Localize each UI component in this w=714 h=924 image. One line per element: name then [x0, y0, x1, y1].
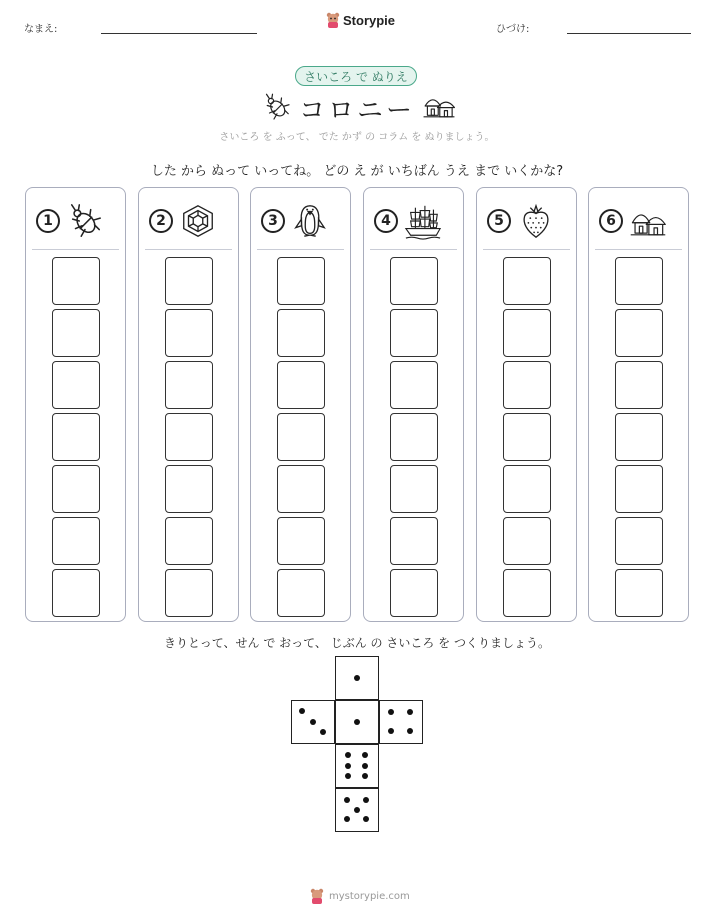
- die-pip: [344, 816, 350, 822]
- coloring-box[interactable]: [503, 309, 551, 357]
- coloring-box[interactable]: [52, 517, 100, 565]
- die-pip: [362, 752, 368, 758]
- penguin-icon: [291, 202, 329, 240]
- bear-icon: [309, 888, 325, 904]
- die-pip: [354, 719, 360, 725]
- die-face-6: [335, 744, 379, 788]
- coloring-box[interactable]: [277, 257, 325, 305]
- coloring-box[interactable]: [503, 413, 551, 461]
- die-pip: [320, 729, 326, 735]
- coloring-box[interactable]: [165, 257, 213, 305]
- coloring-box[interactable]: [503, 517, 551, 565]
- column-number: 3: [261, 209, 285, 233]
- footer-url: mystorypie.com: [329, 890, 410, 902]
- coloring-box[interactable]: [165, 465, 213, 513]
- date-line[interactable]: [567, 33, 691, 34]
- column-number: 5: [487, 209, 511, 233]
- huts-icon: [422, 92, 456, 120]
- coloring-box[interactable]: [615, 361, 663, 409]
- die-pip: [299, 708, 305, 714]
- brand-logo: [326, 12, 395, 28]
- coloring-box[interactable]: [277, 413, 325, 461]
- coloring-box[interactable]: [615, 309, 663, 357]
- coloring-box[interactable]: [503, 465, 551, 513]
- coloring-box[interactable]: [165, 413, 213, 461]
- coloring-box[interactable]: [52, 465, 100, 513]
- column-divider: [145, 249, 232, 250]
- coloring-box[interactable]: [615, 465, 663, 513]
- column-number: 1: [36, 209, 60, 233]
- coloring-box[interactable]: [52, 361, 100, 409]
- date-label: ひづけ:: [496, 24, 530, 35]
- die-pip: [344, 797, 350, 803]
- huts-icon: [629, 202, 667, 240]
- die-pip: [345, 752, 351, 758]
- coloring-box[interactable]: [165, 569, 213, 617]
- name-line[interactable]: [101, 33, 257, 34]
- coloring-box[interactable]: [277, 465, 325, 513]
- subtitle: さいころ を ふって、 でた かず の コラム を ぬりましょう。: [219, 132, 495, 143]
- coloring-box[interactable]: [615, 569, 663, 617]
- die-pip: [345, 763, 351, 769]
- coloring-box[interactable]: [52, 309, 100, 357]
- die-pip: [363, 816, 369, 822]
- coloring-box[interactable]: [390, 517, 438, 565]
- coloring-box[interactable]: [277, 361, 325, 409]
- coloring-box[interactable]: [615, 413, 663, 461]
- coloring-box[interactable]: [503, 257, 551, 305]
- coloring-box[interactable]: [390, 309, 438, 357]
- column-3: [250, 187, 351, 622]
- coloring-box[interactable]: [503, 361, 551, 409]
- column-number: 2: [149, 209, 173, 233]
- coloring-box[interactable]: [165, 517, 213, 565]
- die-pip: [363, 797, 369, 803]
- die-face-3: [291, 700, 335, 744]
- die-face-1: [335, 656, 379, 700]
- die-pip: [362, 773, 368, 779]
- bear-icon: [326, 12, 340, 28]
- coloring-box[interactable]: [52, 569, 100, 617]
- column-divider: [595, 249, 682, 250]
- coloring-box[interactable]: [390, 465, 438, 513]
- die-pip: [407, 709, 413, 715]
- die-pip: [388, 709, 394, 715]
- column-1: [25, 187, 126, 622]
- strawberry-icon: [517, 202, 555, 240]
- page-title: コロニー: [298, 96, 415, 126]
- column-2: [138, 187, 239, 622]
- die-pip: [354, 675, 360, 681]
- beetle-icon: [66, 202, 104, 240]
- die-face-4: [379, 700, 423, 744]
- instruction: した から ぬって いってね。 どの え が いちばん うえ まで いくかな?: [150, 164, 564, 179]
- coloring-box[interactable]: [390, 413, 438, 461]
- cut-instruction: きりとって、せん で おって、 じぶん の さいころ を つくりましょう。: [164, 636, 550, 650]
- column-divider: [370, 249, 457, 250]
- honeycomb-icon: [179, 202, 217, 240]
- coloring-box[interactable]: [390, 361, 438, 409]
- column-divider: [257, 249, 344, 250]
- die-face-1: [335, 700, 379, 744]
- coloring-box[interactable]: [165, 309, 213, 357]
- column-4: [363, 187, 464, 622]
- die-pip: [310, 719, 316, 725]
- footer: [309, 888, 410, 904]
- coloring-box[interactable]: [615, 257, 663, 305]
- column-number: 4: [374, 209, 398, 233]
- name-label: なまえ:: [24, 24, 58, 35]
- coloring-box[interactable]: [277, 517, 325, 565]
- die-pip: [345, 773, 351, 779]
- column-5: [476, 187, 577, 622]
- column-number: 6: [599, 209, 623, 233]
- coloring-box[interactable]: [390, 569, 438, 617]
- coloring-box[interactable]: [615, 517, 663, 565]
- die-pip: [362, 763, 368, 769]
- game-badge: さいころ で ぬりえ: [295, 66, 417, 86]
- coloring-box[interactable]: [390, 257, 438, 305]
- coloring-box[interactable]: [503, 569, 551, 617]
- column-6: [588, 187, 689, 622]
- die-pip: [388, 728, 394, 734]
- die-face-5: [335, 788, 379, 832]
- column-divider: [32, 249, 119, 250]
- die-pip: [354, 807, 360, 813]
- coloring-box[interactable]: [52, 413, 100, 461]
- die-pip: [407, 728, 413, 734]
- column-divider: [483, 249, 570, 250]
- brand-name: Storypie: [343, 12, 396, 28]
- coloring-box[interactable]: [52, 257, 100, 305]
- ship-icon: [404, 202, 442, 240]
- coloring-box[interactable]: [277, 569, 325, 617]
- coloring-box[interactable]: [165, 361, 213, 409]
- coloring-box[interactable]: [277, 309, 325, 357]
